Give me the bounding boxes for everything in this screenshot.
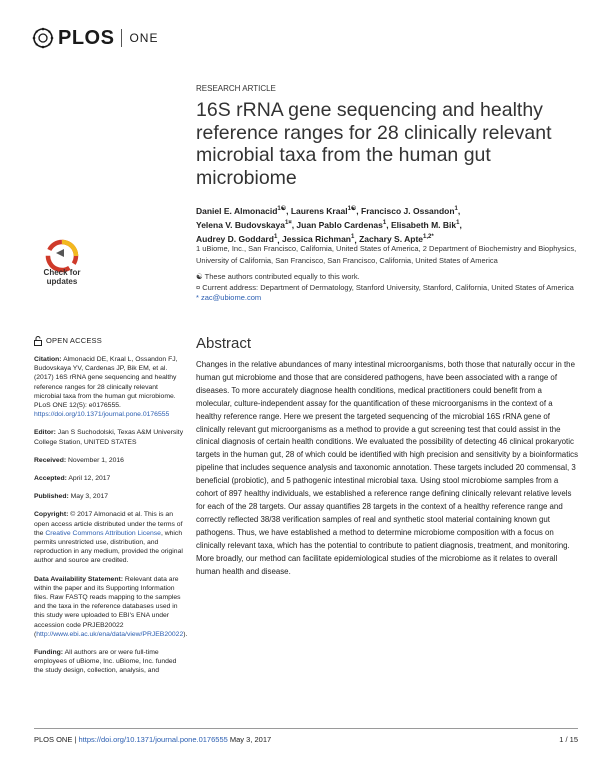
open-access-label: OPEN ACCESS: [34, 336, 184, 346]
funding-block: Funding: All authors are or were full-time employees of uBiome, Inc. uBiome, Inc. funded the study design, collection, analysis, and: [34, 649, 177, 675]
author[interactable]: Laurens Kraal$^{1☯}$: [290, 205, 357, 216]
accepted-date: Accepted: April 12, 2017: [34, 475, 111, 483]
published-date: Published: May 3, 2017: [34, 493, 109, 501]
footer-doi-link[interactable]: https://doi.org/10.1371/journal.pone.0176555: [78, 735, 228, 744]
logo-divider: [121, 29, 122, 47]
footer-date: May 3, 2017: [229, 735, 272, 744]
author-notes: [196, 272, 581, 304]
author[interactable]: Francisco J. Ossandon$^1$: [361, 205, 458, 216]
affiliations: 1 uBiome, Inc., San Francisco, California, United States of America, 2 Department of Biochemistry and Biophysics, University of California, San Francisco, San Francisco, California, United States of America: [196, 244, 577, 265]
abstract-heading: Abstract: [196, 335, 252, 352]
logo-plos-text: PLOS: [58, 26, 115, 49]
corresponding-email-link[interactable]: * zac@ubiome.com: [196, 293, 262, 302]
author[interactable]: Audrey D. Goddard$^1$: [196, 234, 278, 245]
author-list: Daniel E. Almonacid$^{1☯}$, Laurens Kraal$^{1☯}$, Francisco J. Ossandon$^1$, Yelena V. Budovskaya$^{1¤}$, Juan Pablo Cardenas$^1$, Elisabeth M. Bik$^1$, Audrey D. Goddard$^1$, Jessica Richman$^1$, Zachary S. Apte$^{1,2*}$: [196, 205, 462, 245]
author[interactable]: Elisabeth M. Bik$^1$: [390, 220, 460, 231]
footer-divider: [34, 728, 578, 729]
license-link[interactable]: Creative Commons Attribution License: [45, 529, 161, 537]
data-availability-block: Data Availability Statement: Relevant data are within the paper and its Supporting Information files. Raw FASTQ reads mapping to the samples and the taxa in the reference databases used in this study were uploaded to EBI's ENA under accession code PRJEB20022 (http://www.ebi.ac.uk/ena/data/view/PRJEB20022).: [34, 575, 188, 638]
equal-contribution-note: ☯ These authors contributed equally to this work.: [196, 272, 360, 281]
author[interactable]: Daniel E. Almonacid$^{1☯}$: [196, 205, 287, 216]
ena-data-link[interactable]: http://www.ebi.ac.uk/ena/data/view/PRJEB20022: [36, 630, 184, 638]
author[interactable]: Yelena V. Budovskaya$^{1¤}$: [196, 220, 292, 231]
citation-block: Citation: Almonacid DE, Kraal L, Ossandon FJ, Budovskaya YV, Cardenas JP, Bik EM, et al. (2017) 16S rRNA gene sequencing and healthy reference ranges for 28 clinically relevant microbial taxa from the human gut microbiome. PLoS ONE 12(5): e0176555. https://doi.org/10.1371/journal.pone.0176555: [34, 356, 178, 419]
editor-block: Editor: Jan S Suchodolski, Texas A&M University College Station, UNITED STATES: [34, 429, 184, 446]
citation-doi-link[interactable]: https://doi.org/10.1371/journal.pone.0176555: [34, 411, 170, 419]
article-title: 16S rRNA gene sequencing and healthy reference ranges for 28 clinically relevant microbial taxa from the human gut microbiome: [196, 99, 552, 189]
footer-journal: PLOS ONE: [34, 735, 73, 744]
footer-separator: |: [74, 735, 77, 744]
article-type: RESEARCH ARTICLE: [196, 84, 276, 93]
author[interactable]: Juan Pablo Cardenas$^1$: [296, 220, 387, 231]
current-address-note: ¤ Current address: Department of Dermatology, Stanford University, Stanford, California, United States of America: [196, 282, 574, 292]
author[interactable]: Jessica Richman$^1$: [282, 234, 355, 245]
abstract-body: Changes in the relative abundances of many intestinal microorganisms, both those that naturally occur in the human gut microbiome and those that are considered pathogens, have been associated with a range of diseases. To more accurately diagnose health conditions, medical practitioners could benefit from a molecular, culture-independent assay for the quantification of these microorganisms in the context of a healthy reference range. Here we present the targeted sequencing of the microbial 16S rRNA gene of clinically relevant gut microorganisms as a method to provide a gut screening test that could assist in the clinical diagnosis of certain health conditions. We evaluated the possibility of detecting 46 clinical prokaryotic targets in the human gut, 28 of which could be identified with high precision and sensitivity by a bioinformatics pipeline that includes sequence analysis and taxonomic annotation. These targets included 20 commensal, 3 beneficial (probiotic), and 5 pathogenic intestinal microbial taxa. Using stool microbiome samples from a cohort of 897 healthy individuals, we established a reference range defining clinically relevant relative levels for each of the 28 targets. Our assay quantifies 28 targets in the context of a healthy reference range and correctly reflected 38/38 verification samples of real and synthetic stool material containing known gut pathogens. Thus, we have established a method to determine microbiome composition with a focus on clinically relevant taxa, which has the potential to contribute to patient diagnosis, treatment, and monitoring. More broadly, our method can facilitate epidemiological studies of the microbiome as it relates to overall human health and disease.: [196, 360, 579, 576]
page-number: 1 / 15: [559, 735, 578, 744]
plos-logo-icon: [32, 27, 54, 49]
received-date: Received: November 1, 2016: [34, 456, 124, 464]
author[interactable]: Zachary S. Apte$^{1,2*}$: [359, 234, 434, 245]
article-info-sidebar: [34, 336, 188, 682]
check-for-updates-label[interactable]: Check for updates: [43, 268, 81, 286]
footer-citation: [34, 735, 271, 744]
open-lock-icon: [34, 336, 42, 346]
journal-logo[interactable]: [32, 26, 158, 50]
logo-one-text: ONE: [129, 31, 159, 45]
copyright-block: Copyright: © 2017 Almonacid et al. This is an open access article distributed under the terms of the Creative Commons Attribution License, which permits unrestricted use, distribution, and reproduction in any medium, provided the original author and source are credited.: [34, 511, 183, 565]
